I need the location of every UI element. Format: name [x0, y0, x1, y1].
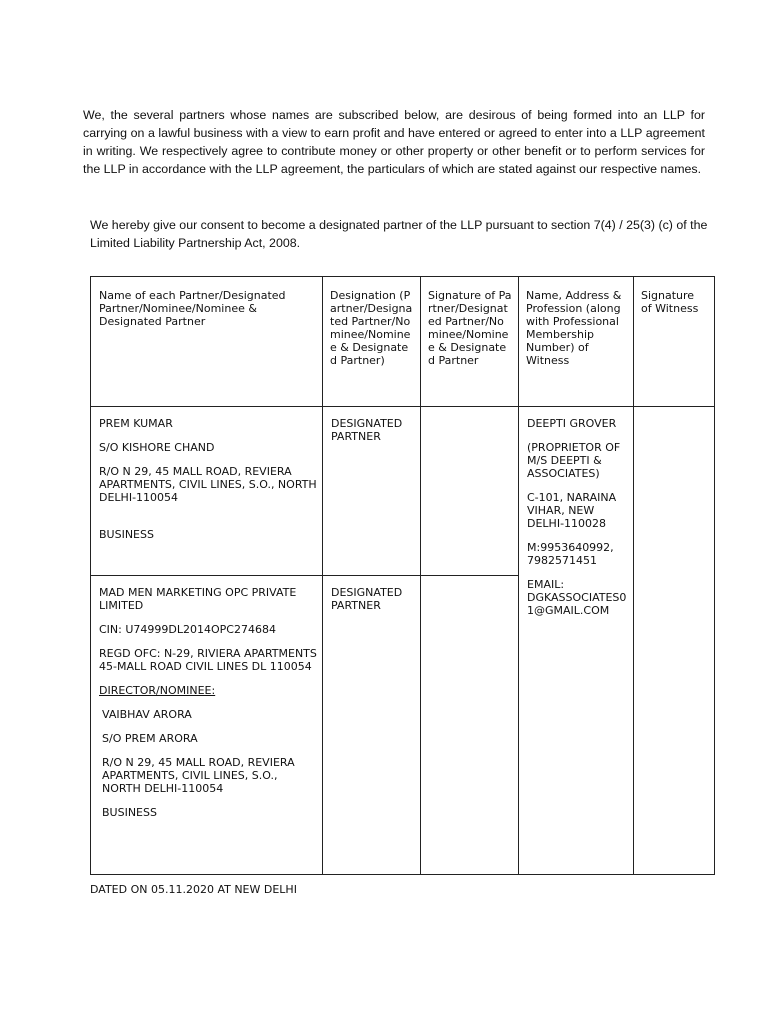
intro-paragraph: We, the several partners whose names are subscribed below, are desirous of being formed into an LLP for carrying on a lawful business with a view to earn profit and have entered or agreed to enter into a LLP agreement in writing. We respectively agree to contribute money or other property or other benefit or to perform services for the LLP in accordance with the LLP agreement, the particulars of which are stated against our respective names. [83, 108, 705, 176]
witness-email-label: EMAIL: [527, 578, 565, 591]
consent-paragraph: We hereby give our consent to become a designated partner of the LLP pursuant to section 7(4) / 25(3) (c) of the Limited Liability Partnership Act, 2008. [90, 218, 708, 250]
partner-name: PREM KUMAR [99, 417, 173, 430]
witness-mobile: M:9953640992, 7982571451 [527, 541, 614, 567]
nominee-relation: S/O PREM ARORA [102, 732, 198, 745]
witness-name: DEEPTI GROVER [527, 417, 617, 430]
designation-cell [323, 407, 421, 576]
nominee-profession: BUSINESS [102, 806, 157, 819]
partner-address: R/O N 29, 45 MALL ROAD, REVIERA APARTMENTS, CIVIL LINES, S.O., NORTH DELHI-110054 [99, 465, 317, 504]
nominee-label: DIRECTOR/NOMINEE: [99, 684, 216, 697]
partner-details-cell [91, 576, 323, 875]
header-witness-signature: Signature of Witness [634, 277, 715, 407]
witness-firm: (PROPRIETOR OF M/S DEEPTI & ASSOCIATES) [527, 441, 621, 480]
partner-designation: DESIGNATED PARTNER [331, 417, 403, 443]
dated-line: DATED ON 05.11.2020 AT NEW DELHI [90, 883, 297, 896]
partner-profession: BUSINESS [99, 528, 154, 541]
partner-signature-cell [421, 407, 519, 576]
partner-signature-cell [421, 576, 519, 875]
witness-details-cell [519, 407, 634, 875]
partner-details-cell [91, 407, 323, 576]
witness-signature-cell [634, 407, 715, 875]
witness-email: DGKASSOCIATES01@GMAIL.COM [527, 591, 627, 617]
witness-address: C-101, NARAINA VIHAR, NEW DELHI-110028 [527, 491, 617, 530]
company-registered-office: REGD OFC: N-29, RIVIERA APARTMENTS 45-MALL ROAD CIVIL LINES DL 110054 [99, 647, 317, 673]
company-name: MAD MEN MARKETING OPC PRIVATE LIMITED [99, 586, 297, 612]
table-header-row [91, 277, 715, 407]
company-cin: CIN: U74999DL2014OPC274684 [99, 623, 276, 636]
designation-cell [323, 576, 421, 875]
partners-table [90, 276, 715, 875]
header-designation: Designation (Partner/Designated Partner/Nominee/Nominee & Designated Partner) [323, 277, 421, 407]
nominee-name: VAIBHAV ARORA [102, 708, 192, 721]
header-partner-signature: Signature of Partner/Designated Partner/Nominee/Nominee & Designated Partner [421, 277, 519, 407]
partner-relation: S/O KISHORE CHAND [99, 441, 215, 454]
header-witness-details: Name, Address & Profession (along with Professional Membership Number) of Witness [519, 277, 634, 407]
company-designation: DESIGNATED PARTNER [331, 586, 403, 612]
table-row [91, 407, 715, 576]
header-partner-name: Name of each Partner/Designated Partner/Nominee/Nominee & Designated Partner [91, 277, 323, 407]
nominee-address: R/O N 29, 45 MALL ROAD, REVIERA APARTMENTS, CIVIL LINES, S.O., NORTH DELHI-110054 [102, 756, 295, 795]
